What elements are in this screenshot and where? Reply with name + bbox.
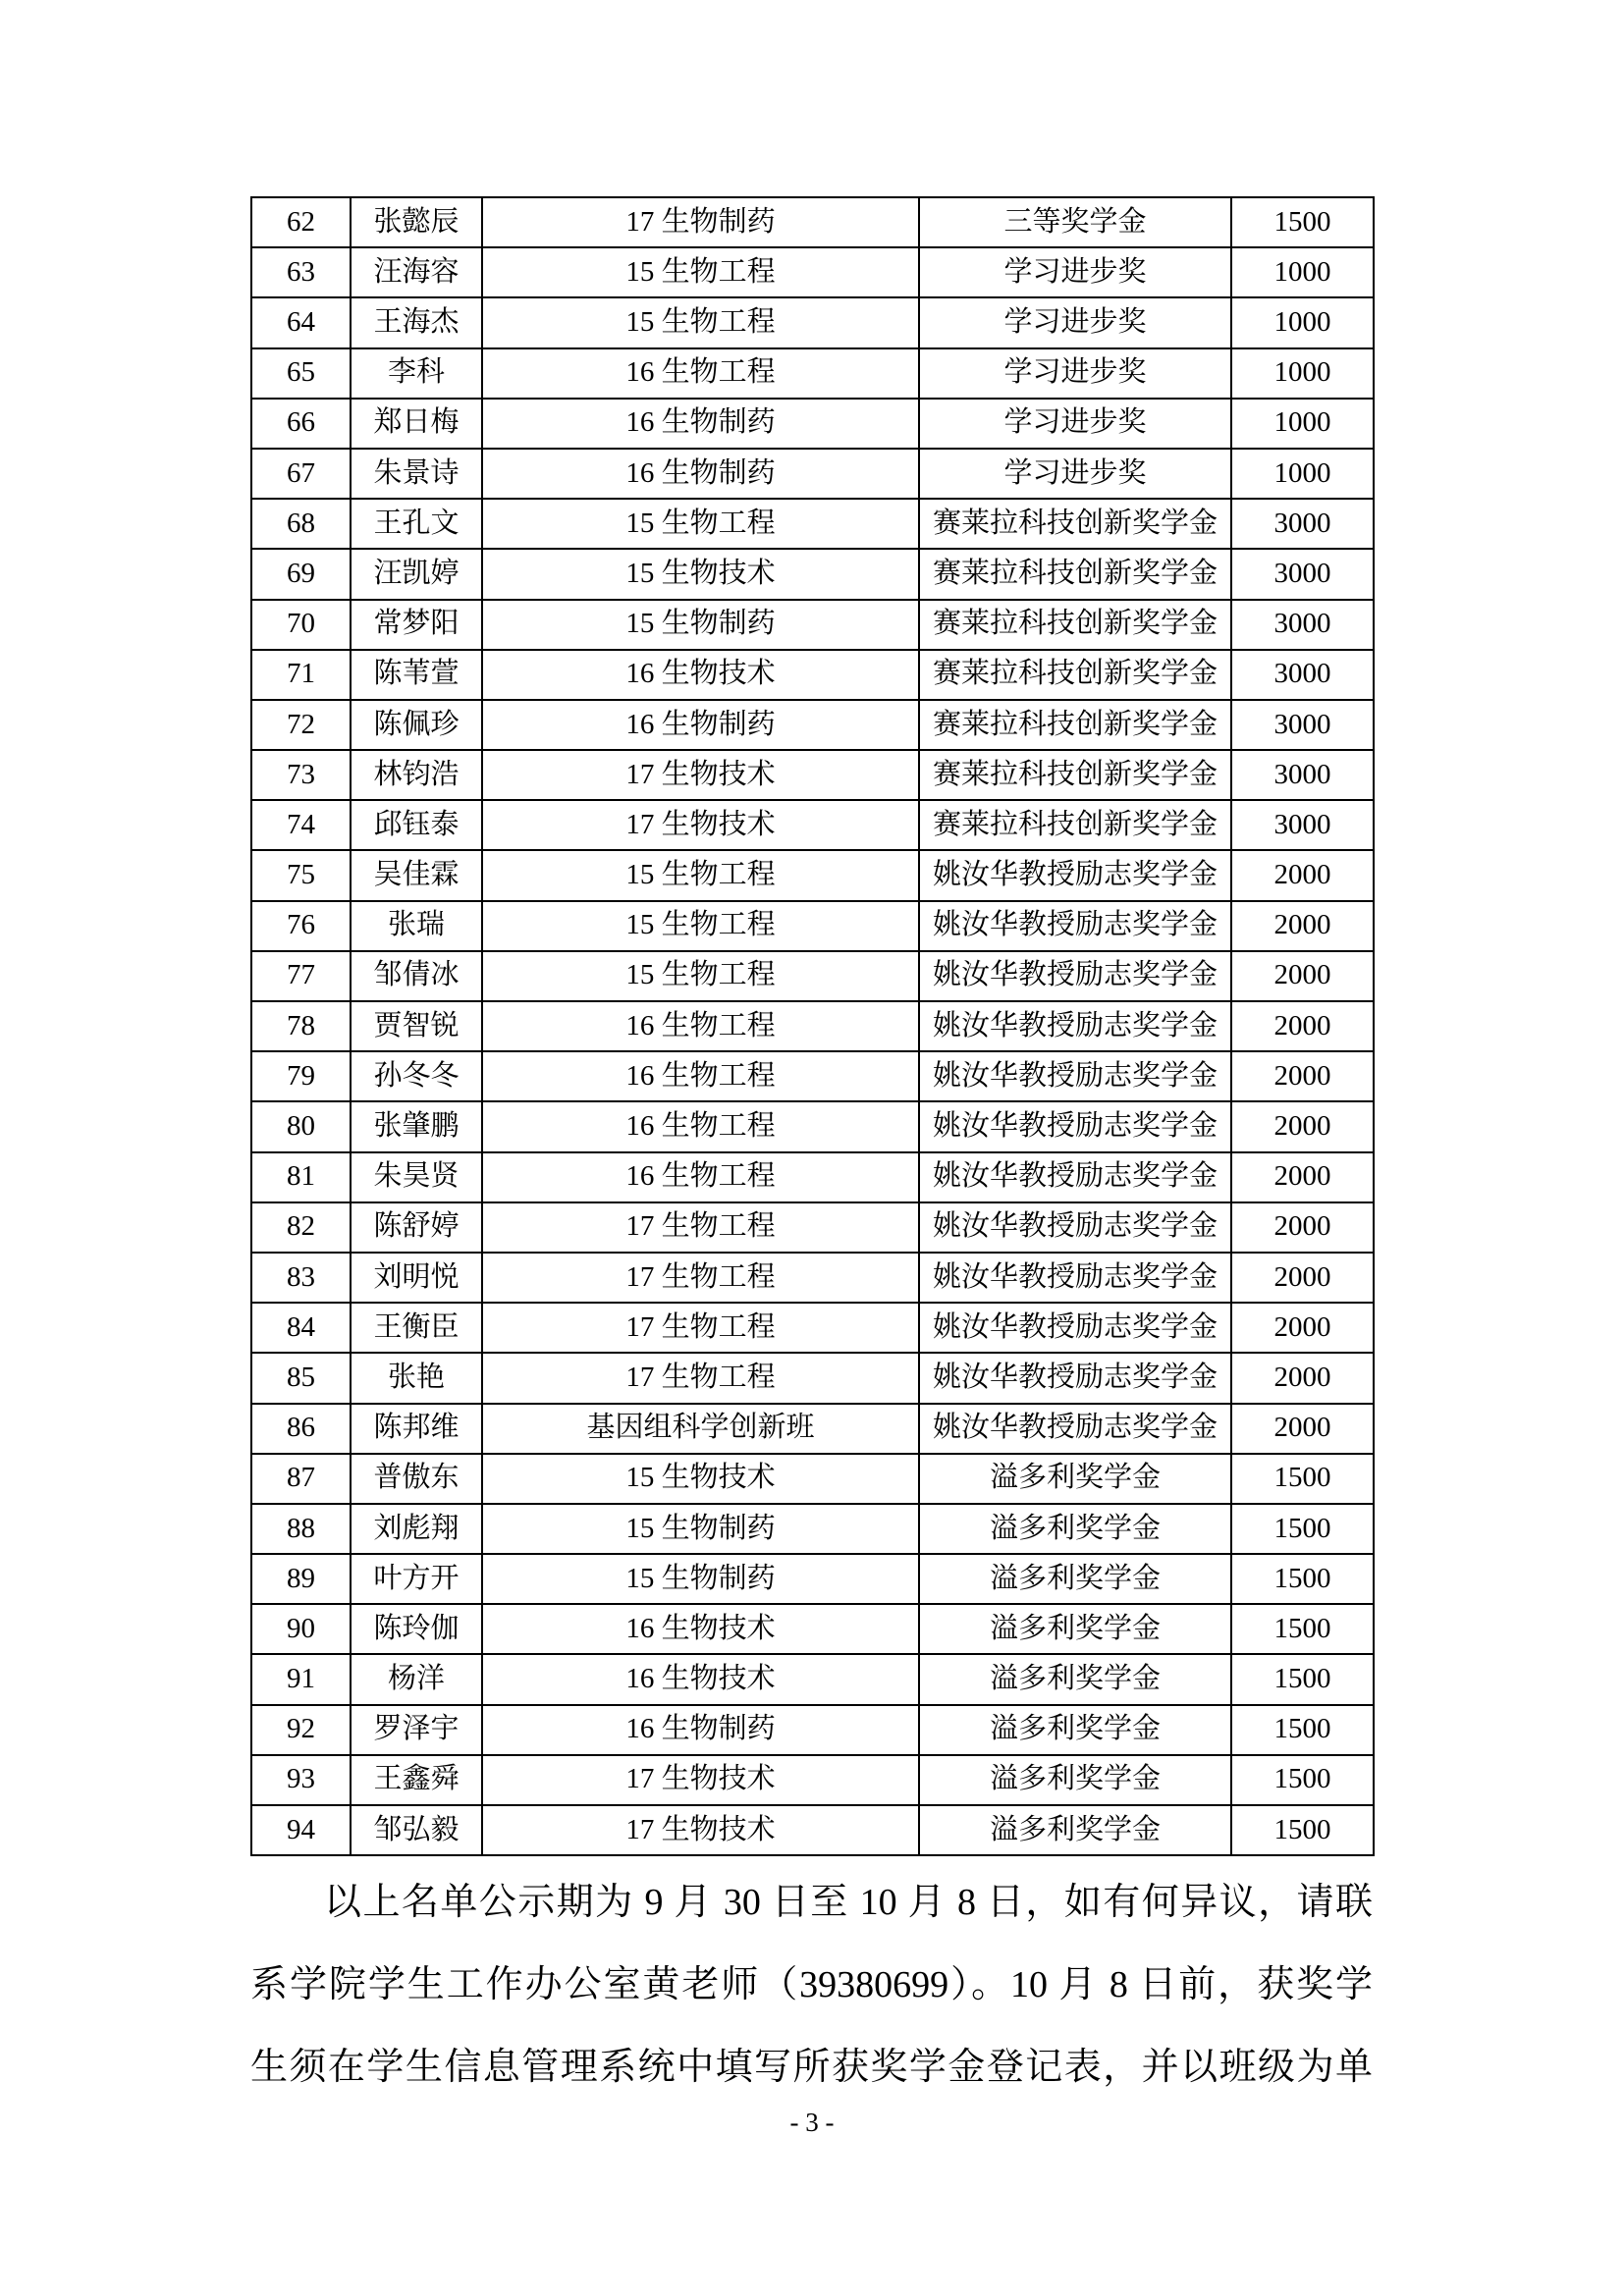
cell-class: 15 生物工程 bbox=[482, 247, 919, 297]
cell-award: 学习进步奖 bbox=[919, 297, 1231, 347]
table-row bbox=[251, 1755, 1374, 1805]
table-row bbox=[251, 901, 1374, 951]
cell-number: 80 bbox=[251, 1101, 351, 1151]
cell-number: 63 bbox=[251, 247, 351, 297]
cell-amount: 1500 bbox=[1231, 1705, 1374, 1755]
cell-number: 69 bbox=[251, 549, 351, 599]
cell-award: 赛莱拉科技创新奖学金 bbox=[919, 600, 1231, 650]
table-row bbox=[251, 650, 1374, 700]
cell-number: 62 bbox=[251, 197, 351, 247]
cell-class: 17 生物技术 bbox=[482, 1755, 919, 1805]
cell-award: 赛莱拉科技创新奖学金 bbox=[919, 800, 1231, 850]
cell-name: 汪海容 bbox=[351, 247, 482, 297]
cell-class: 16 生物制药 bbox=[482, 399, 919, 449]
cell-name: 王鑫舜 bbox=[351, 1755, 482, 1805]
cell-number: 87 bbox=[251, 1454, 351, 1504]
cell-amount: 1500 bbox=[1231, 1504, 1374, 1554]
cell-name: 陈苇萱 bbox=[351, 650, 482, 700]
cell-amount: 2000 bbox=[1231, 1101, 1374, 1151]
cell-number: 94 bbox=[251, 1805, 351, 1855]
cell-class: 15 生物制药 bbox=[482, 1504, 919, 1554]
cell-award: 姚汝华教授励志奖学金 bbox=[919, 1152, 1231, 1202]
cell-award: 姚汝华教授励志奖学金 bbox=[919, 1404, 1231, 1454]
cell-award: 溢多利奖学金 bbox=[919, 1554, 1231, 1604]
cell-award: 姚汝华教授励志奖学金 bbox=[919, 1353, 1231, 1403]
cell-amount: 2000 bbox=[1231, 1303, 1374, 1353]
cell-award: 赛莱拉科技创新奖学金 bbox=[919, 499, 1231, 549]
cell-amount: 2000 bbox=[1231, 951, 1374, 1001]
cell-number: 93 bbox=[251, 1755, 351, 1805]
cell-class: 16 生物制药 bbox=[482, 700, 919, 750]
cell-award: 三等奖学金 bbox=[919, 197, 1231, 247]
cell-name: 陈邦维 bbox=[351, 1404, 482, 1454]
cell-amount: 1500 bbox=[1231, 1554, 1374, 1604]
cell-amount: 1000 bbox=[1231, 297, 1374, 347]
cell-number: 78 bbox=[251, 1001, 351, 1051]
cell-number: 66 bbox=[251, 399, 351, 449]
cell-class: 16 生物工程 bbox=[482, 1001, 919, 1051]
table-row bbox=[251, 297, 1374, 347]
cell-name: 王海杰 bbox=[351, 297, 482, 347]
cell-amount: 2000 bbox=[1231, 1353, 1374, 1403]
cell-class: 16 生物工程 bbox=[482, 1101, 919, 1151]
table-row bbox=[251, 1454, 1374, 1504]
cell-amount: 1000 bbox=[1231, 247, 1374, 297]
cell-class: 15 生物工程 bbox=[482, 499, 919, 549]
cell-name: 刘彪翔 bbox=[351, 1504, 482, 1554]
cell-class: 16 生物制药 bbox=[482, 449, 919, 499]
cell-class: 16 生物制药 bbox=[482, 1705, 919, 1755]
cell-number: 76 bbox=[251, 901, 351, 951]
cell-award: 溢多利奖学金 bbox=[919, 1805, 1231, 1855]
cell-award: 姚汝华教授励志奖学金 bbox=[919, 850, 1231, 900]
cell-name: 李科 bbox=[351, 348, 482, 399]
cell-name: 王孔文 bbox=[351, 499, 482, 549]
notice-line-3: 生须在学生信息管理系统中填写所获奖学金登记表，并以班级为单 bbox=[250, 2047, 1373, 2088]
cell-number: 68 bbox=[251, 499, 351, 549]
cell-name: 常梦阳 bbox=[351, 600, 482, 650]
cell-class: 16 生物工程 bbox=[482, 348, 919, 399]
cell-number: 73 bbox=[251, 750, 351, 800]
cell-award: 赛莱拉科技创新奖学金 bbox=[919, 650, 1231, 700]
cell-class: 基因组科学创新班 bbox=[482, 1404, 919, 1454]
cell-award: 学习进步奖 bbox=[919, 399, 1231, 449]
table-row bbox=[251, 549, 1374, 599]
cell-number: 67 bbox=[251, 449, 351, 499]
cell-amount: 3000 bbox=[1231, 800, 1374, 850]
table-row bbox=[251, 1303, 1374, 1353]
cell-name: 朱景诗 bbox=[351, 449, 482, 499]
cell-award: 赛莱拉科技创新奖学金 bbox=[919, 750, 1231, 800]
cell-name: 张肇鹏 bbox=[351, 1101, 482, 1151]
cell-class: 16 生物工程 bbox=[482, 1051, 919, 1101]
cell-class: 15 生物工程 bbox=[482, 901, 919, 951]
cell-amount: 1500 bbox=[1231, 1805, 1374, 1855]
cell-class: 17 生物工程 bbox=[482, 1303, 919, 1353]
scholarship-table-body bbox=[251, 197, 1374, 1855]
cell-amount: 2000 bbox=[1231, 1202, 1374, 1253]
table-row bbox=[251, 1554, 1374, 1604]
cell-number: 84 bbox=[251, 1303, 351, 1353]
cell-class: 15 生物制药 bbox=[482, 1554, 919, 1604]
cell-class: 17 生物技术 bbox=[482, 750, 919, 800]
cell-name: 陈舒婷 bbox=[351, 1202, 482, 1253]
table-row bbox=[251, 1353, 1374, 1403]
table-row bbox=[251, 1604, 1374, 1654]
cell-class: 15 生物工程 bbox=[482, 297, 919, 347]
cell-name: 贾智锐 bbox=[351, 1001, 482, 1051]
cell-class: 17 生物工程 bbox=[482, 1253, 919, 1303]
cell-amount: 2000 bbox=[1231, 850, 1374, 900]
cell-amount: 3000 bbox=[1231, 600, 1374, 650]
cell-class: 17 生物工程 bbox=[482, 1353, 919, 1403]
cell-name: 郑日梅 bbox=[351, 399, 482, 449]
cell-number: 88 bbox=[251, 1504, 351, 1554]
cell-amount: 2000 bbox=[1231, 1051, 1374, 1101]
cell-amount: 1500 bbox=[1231, 1604, 1374, 1654]
cell-number: 85 bbox=[251, 1353, 351, 1403]
cell-amount: 3000 bbox=[1231, 549, 1374, 599]
table-row bbox=[251, 1654, 1374, 1704]
cell-class: 17 生物技术 bbox=[482, 800, 919, 850]
table-row bbox=[251, 1202, 1374, 1253]
cell-award: 溢多利奖学金 bbox=[919, 1504, 1231, 1554]
table-row bbox=[251, 348, 1374, 399]
cell-class: 15 生物技术 bbox=[482, 549, 919, 599]
cell-award: 学习进步奖 bbox=[919, 449, 1231, 499]
scholarship-table bbox=[250, 196, 1375, 1856]
cell-amount: 1500 bbox=[1231, 1454, 1374, 1504]
cell-class: 15 生物工程 bbox=[482, 850, 919, 900]
cell-amount: 1500 bbox=[1231, 197, 1374, 247]
table-row bbox=[251, 750, 1374, 800]
cell-name: 邱钰泰 bbox=[351, 800, 482, 850]
cell-number: 83 bbox=[251, 1253, 351, 1303]
table-row bbox=[251, 1152, 1374, 1202]
cell-number: 64 bbox=[251, 297, 351, 347]
table-row bbox=[251, 399, 1374, 449]
cell-name: 刘明悦 bbox=[351, 1253, 482, 1303]
cell-amount: 1000 bbox=[1231, 348, 1374, 399]
cell-class: 16 生物技术 bbox=[482, 650, 919, 700]
table-row bbox=[251, 1805, 1374, 1855]
notice-line-2: 系学院学生工作办公室黄老师（39380699）。10 月 8 日前，获奖学 bbox=[250, 1964, 1373, 2005]
cell-award: 赛莱拉科技创新奖学金 bbox=[919, 549, 1231, 599]
cell-award: 姚汝华教授励志奖学金 bbox=[919, 1303, 1231, 1353]
cell-amount: 1000 bbox=[1231, 449, 1374, 499]
table-row bbox=[251, 1051, 1374, 1101]
cell-class: 15 生物工程 bbox=[482, 951, 919, 1001]
cell-number: 77 bbox=[251, 951, 351, 1001]
cell-class: 15 生物制药 bbox=[482, 600, 919, 650]
table-row bbox=[251, 1705, 1374, 1755]
cell-number: 81 bbox=[251, 1152, 351, 1202]
cell-amount: 2000 bbox=[1231, 1001, 1374, 1051]
page-number: - 3 - bbox=[789, 2108, 835, 2137]
table-row bbox=[251, 1101, 1374, 1151]
cell-award: 溢多利奖学金 bbox=[919, 1755, 1231, 1805]
cell-class: 16 生物技术 bbox=[482, 1604, 919, 1654]
table-row bbox=[251, 499, 1374, 549]
cell-name: 汪凯婷 bbox=[351, 549, 482, 599]
table-row bbox=[251, 800, 1374, 850]
table-row bbox=[251, 1253, 1374, 1303]
cell-name: 吴佳霖 bbox=[351, 850, 482, 900]
cell-name: 陈佩珍 bbox=[351, 700, 482, 750]
cell-award: 姚汝华教授励志奖学金 bbox=[919, 1101, 1231, 1151]
cell-amount: 3000 bbox=[1231, 700, 1374, 750]
cell-award: 姚汝华教授励志奖学金 bbox=[919, 1051, 1231, 1101]
cell-award: 溢多利奖学金 bbox=[919, 1705, 1231, 1755]
cell-name: 张瑞 bbox=[351, 901, 482, 951]
cell-award: 姚汝华教授励志奖学金 bbox=[919, 1202, 1231, 1253]
cell-number: 92 bbox=[251, 1705, 351, 1755]
cell-award: 学习进步奖 bbox=[919, 247, 1231, 297]
cell-class: 17 生物工程 bbox=[482, 1202, 919, 1253]
cell-award: 姚汝华教授励志奖学金 bbox=[919, 951, 1231, 1001]
table-row bbox=[251, 1504, 1374, 1554]
cell-name: 林钧浩 bbox=[351, 750, 482, 800]
cell-number: 65 bbox=[251, 348, 351, 399]
cell-name: 叶方开 bbox=[351, 1554, 482, 1604]
cell-name: 张艳 bbox=[351, 1353, 482, 1403]
cell-amount: 3000 bbox=[1231, 499, 1374, 549]
cell-amount: 3000 bbox=[1231, 750, 1374, 800]
cell-number: 82 bbox=[251, 1202, 351, 1253]
page-footer bbox=[0, 2107, 1624, 2138]
cell-name: 邹倩冰 bbox=[351, 951, 482, 1001]
table-row bbox=[251, 600, 1374, 650]
cell-class: 15 生物技术 bbox=[482, 1454, 919, 1504]
cell-name: 孙冬冬 bbox=[351, 1051, 482, 1101]
cell-number: 86 bbox=[251, 1404, 351, 1454]
cell-name: 张懿辰 bbox=[351, 197, 482, 247]
cell-name: 朱昊贤 bbox=[351, 1152, 482, 1202]
notice-line-1: 以上名单公示期为 9 月 30 日至 10 月 8 日，如有何异议，请联 bbox=[324, 1882, 1373, 1923]
cell-name: 王衡臣 bbox=[351, 1303, 482, 1353]
cell-amount: 1500 bbox=[1231, 1654, 1374, 1704]
cell-amount: 1000 bbox=[1231, 399, 1374, 449]
cell-number: 79 bbox=[251, 1051, 351, 1101]
cell-award: 姚汝华教授励志奖学金 bbox=[919, 1001, 1231, 1051]
cell-award: 溢多利奖学金 bbox=[919, 1604, 1231, 1654]
cell-award: 学习进步奖 bbox=[919, 348, 1231, 399]
cell-award: 赛莱拉科技创新奖学金 bbox=[919, 700, 1231, 750]
cell-number: 74 bbox=[251, 800, 351, 850]
cell-class: 16 生物工程 bbox=[482, 1152, 919, 1202]
cell-name: 陈玲伽 bbox=[351, 1604, 482, 1654]
table-row bbox=[251, 1001, 1374, 1051]
cell-name: 普傲东 bbox=[351, 1454, 482, 1504]
table-row bbox=[251, 197, 1374, 247]
cell-class: 17 生物技术 bbox=[482, 1805, 919, 1855]
cell-name: 杨洋 bbox=[351, 1654, 482, 1704]
table-row bbox=[251, 700, 1374, 750]
cell-award: 溢多利奖学金 bbox=[919, 1454, 1231, 1504]
cell-amount: 2000 bbox=[1231, 1253, 1374, 1303]
cell-number: 89 bbox=[251, 1554, 351, 1604]
notice-paragraph bbox=[250, 1861, 1373, 2109]
cell-class: 17 生物制药 bbox=[482, 197, 919, 247]
cell-award: 姚汝华教授励志奖学金 bbox=[919, 901, 1231, 951]
cell-number: 91 bbox=[251, 1654, 351, 1704]
cell-award: 姚汝华教授励志奖学金 bbox=[919, 1253, 1231, 1303]
table-row bbox=[251, 247, 1374, 297]
cell-number: 72 bbox=[251, 700, 351, 750]
cell-name: 罗泽宇 bbox=[351, 1705, 482, 1755]
cell-amount: 2000 bbox=[1231, 901, 1374, 951]
cell-class: 16 生物技术 bbox=[482, 1654, 919, 1704]
table-row bbox=[251, 951, 1374, 1001]
cell-amount: 2000 bbox=[1231, 1404, 1374, 1454]
table-row bbox=[251, 1404, 1374, 1454]
cell-amount: 1500 bbox=[1231, 1755, 1374, 1805]
cell-number: 71 bbox=[251, 650, 351, 700]
cell-amount: 3000 bbox=[1231, 650, 1374, 700]
cell-number: 75 bbox=[251, 850, 351, 900]
cell-name: 邹弘毅 bbox=[351, 1805, 482, 1855]
cell-amount: 2000 bbox=[1231, 1152, 1374, 1202]
cell-number: 90 bbox=[251, 1604, 351, 1654]
cell-number: 70 bbox=[251, 600, 351, 650]
cell-award: 溢多利奖学金 bbox=[919, 1654, 1231, 1704]
table-row bbox=[251, 850, 1374, 900]
table-row bbox=[251, 449, 1374, 499]
